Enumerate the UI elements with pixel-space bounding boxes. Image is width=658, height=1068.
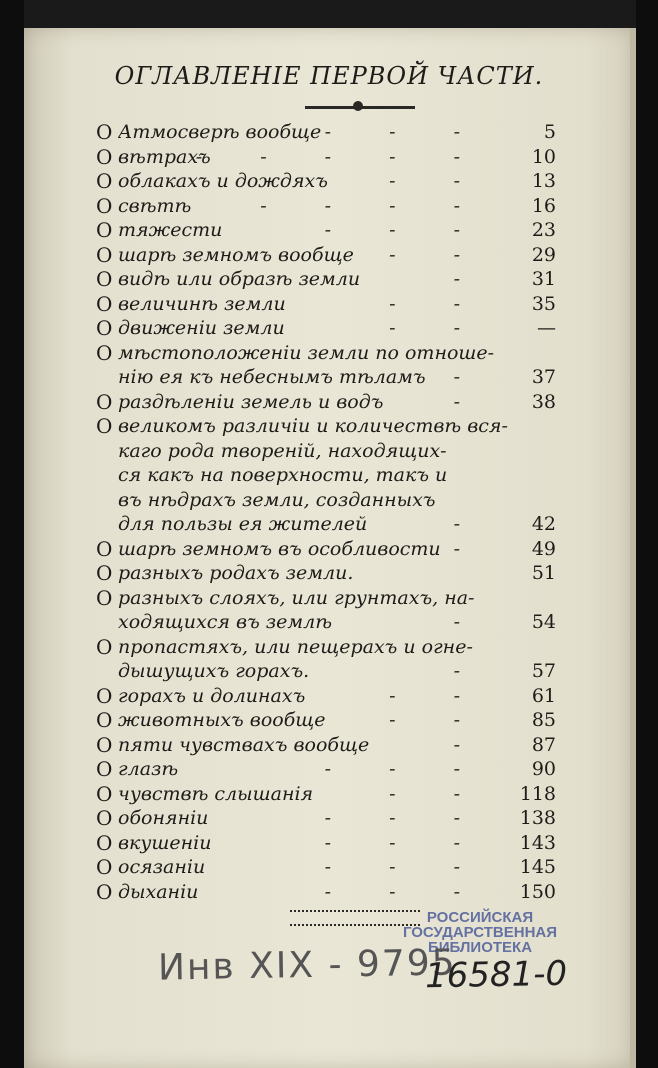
toc-entry-leader: - - [389, 684, 486, 707]
toc-entry-lead [96, 610, 118, 635]
toc-entry-title: вѣтрахъ [118, 145, 211, 168]
toc-entry-lead: О [96, 561, 113, 585]
toc-entry-lead: О [96, 634, 113, 659]
toc-entry-leader: - - - [324, 856, 486, 878]
toc-entry-leader: - - [389, 782, 486, 805]
toc-entry-title: движенiи земли [118, 317, 285, 339]
toc-entry [96, 610, 556, 635]
toc-entry [96, 169, 556, 194]
toc-entry-lead: О [96, 708, 113, 732]
toc-entry-page: 16 [531, 194, 556, 217]
toc-entry-lead: О [96, 316, 113, 340]
toc-entry-title: пяти чувствахъ вообще [118, 733, 370, 756]
toc-entry-page: 57 [531, 660, 556, 682]
toc-entry-title: ся какъ на поверхности, такъ и [118, 464, 448, 486]
toc-entry [96, 512, 556, 537]
toc-entry-leader: - - - [324, 121, 486, 143]
toc-entry-lead: О [96, 242, 113, 267]
toc-entry-leader: - - - [324, 831, 486, 854]
toc-entry [96, 659, 556, 684]
toc-entry-page: 145 [519, 856, 556, 878]
toc-entry [96, 757, 556, 782]
toc-entry [96, 292, 556, 317]
toc-entry-lead: О [96, 169, 113, 193]
toc-entry-leader: - - - [324, 880, 486, 903]
toc-entry-leader: - - [389, 170, 486, 192]
toc-entry [96, 218, 556, 243]
toc-entry-title: горахъ и долинахъ [118, 684, 306, 707]
toc-entry-title: осязанiи [118, 856, 206, 878]
table-of-contents [96, 120, 556, 904]
toc-entry-lead [96, 659, 118, 684]
toc-entry-lead [96, 488, 118, 513]
toc-entry-page: 31 [531, 268, 556, 290]
toc-entry-lead: О [96, 120, 113, 144]
toc-entry [96, 120, 556, 145]
toc-entry-leader: - [453, 537, 486, 560]
toc-entry-leader: - - - [324, 219, 486, 241]
toc-entry-leader: - - - - [260, 194, 486, 217]
left-binding-edge [0, 0, 24, 1068]
toc-entry-lead: О [96, 855, 113, 879]
toc-entry-leader: - - [389, 317, 486, 339]
toc-entry-title: облакахъ и дождяхъ [118, 170, 328, 192]
toc-entry-lead: О [96, 585, 113, 610]
inventory-mark: Инв XIX - 9795 [157, 942, 457, 989]
toc-entry [96, 561, 556, 586]
toc-entry-lead: О [96, 291, 113, 316]
toc-entry [96, 586, 556, 611]
toc-entry-title: разныхъ слояхъ, или грунтахъ, на- [118, 586, 475, 609]
toc-entry-title: ходящихся въ землѣ [118, 611, 332, 633]
toc-entry-leader: - - [389, 292, 486, 315]
toc-entry-leader: - [453, 611, 486, 633]
toc-entry-page: 61 [531, 684, 556, 707]
toc-entry-page: 51 [531, 562, 556, 584]
toc-entry [96, 806, 556, 831]
toc-entry-page: 5 [543, 121, 556, 143]
toc-entry-leader: - - - [324, 807, 486, 829]
toc-entry-title: свѣтѣ [118, 194, 192, 217]
toc-entry-leader: - [453, 733, 486, 756]
toc-entry-title: Атмосверѣ вообще [118, 121, 322, 143]
toc-entry-title: шарѣ земномъ вообще [118, 243, 354, 266]
toc-entry-leader: - - - - - [195, 145, 486, 168]
toc-entry-lead: О [96, 757, 113, 781]
toc-entry [96, 733, 556, 758]
right-binding-edge [636, 0, 658, 1068]
toc-entry-title: обонянiи [118, 807, 209, 829]
toc-entry-title: мѣстоположенiи земли по отноше- [118, 341, 495, 364]
toc-entry-page: 90 [531, 758, 556, 780]
toc-entry-lead: О [96, 879, 113, 904]
toc-entry-title: раздѣленiи земель и водъ [118, 390, 384, 413]
stamp-line-1: РОССИЙСКАЯ [426, 909, 534, 926]
stamp-line-3: БИБЛИОТЕКА [427, 939, 533, 956]
toc-entry-page: 49 [531, 537, 556, 560]
toc-entry-title: нiю ея къ небеснымъ тѣламъ [118, 366, 426, 388]
toc-entry-title: тяжести [118, 219, 223, 241]
toc-entry-page: 38 [531, 390, 556, 413]
toc-entry [96, 439, 556, 464]
toc-entry-title: чувствѣ слышанiя [118, 782, 314, 805]
toc-entry-lead: О [96, 781, 113, 806]
toc-entry-lead: О [96, 732, 113, 757]
toc-entry [96, 390, 556, 415]
toc-entry-title: вкушенiи [118, 831, 212, 854]
toc-entry-page: 10 [531, 145, 556, 168]
toc-entry [96, 684, 556, 709]
heading-rule-ornament [353, 101, 363, 111]
toc-entry [96, 880, 556, 905]
toc-entry-title: животныхъ вообще [118, 709, 326, 731]
toc-entry-page: 54 [531, 611, 556, 633]
toc-entry-page: 29 [531, 243, 556, 266]
toc-entry-title: въ нѣдрахъ земли, созданныхъ [118, 488, 436, 511]
toc-entry-leader: - [453, 660, 486, 682]
toc-entry-page: — [537, 317, 556, 339]
toc-entry-title: пропастяхъ, или пещерахъ и огне- [118, 635, 473, 658]
toc-entry [96, 365, 556, 390]
toc-entry-lead: О [96, 340, 113, 365]
toc-entry-title: великомъ различiи и количествѣ вся- [118, 415, 508, 437]
toc-entry [96, 194, 556, 219]
toc-entry-page: 143 [519, 831, 556, 854]
toc-entry [96, 488, 556, 513]
toc-entry-leader: - [453, 390, 486, 413]
toc-entry-lead: О [96, 414, 113, 438]
toc-entry-title: шарѣ земномъ въ особливости [118, 537, 441, 560]
toc-entry-lead: О [96, 193, 113, 218]
inventory-number: 16581-0 [424, 953, 568, 997]
toc-entry-page: 85 [531, 709, 556, 731]
toc-entry-page: 13 [531, 170, 556, 192]
toc-entry [96, 855, 556, 880]
toc-entry [96, 782, 556, 807]
toc-entry-page: 118 [519, 782, 556, 805]
toc-entry [96, 341, 556, 366]
toc-entry-leader: - - - [324, 758, 486, 780]
toc-entry-title: для пользы ея жителей [118, 513, 368, 535]
toc-entry-title: дыханiи [118, 880, 199, 903]
toc-entry-title: каго рода творенiй, находящих- [118, 439, 447, 462]
toc-entry-page: 37 [531, 366, 556, 388]
toc-entry-lead: О [96, 830, 113, 855]
toc-entry-leader: - [453, 268, 486, 290]
toc-entry-lead [96, 365, 118, 390]
toc-entry-page: 138 [519, 807, 556, 829]
toc-entry-lead: О [96, 218, 113, 242]
toc-entry-lead [96, 463, 118, 488]
toc-entry-lead: О [96, 683, 113, 708]
toc-entry [96, 708, 556, 733]
toc-entry-leader: - [453, 366, 486, 388]
toc-entry-page: 23 [531, 219, 556, 241]
toc-entry [96, 414, 556, 439]
toc-entry [96, 316, 556, 341]
toc-heading: ОГЛАВЛЕНIЕ ПЕРВОЙ ЧАСТИ. [114, 62, 544, 90]
toc-entry-page: 35 [531, 292, 556, 315]
toc-entry-page: 42 [531, 513, 556, 535]
toc-entry [96, 267, 556, 292]
toc-entry-lead: О [96, 389, 113, 414]
toc-entry [96, 145, 556, 170]
toc-entry-title: дышущихъ горахъ. [118, 660, 310, 682]
toc-entry-title: глазѣ [118, 758, 179, 780]
toc-entry [96, 463, 556, 488]
stamp-line-2: ГОСУДАРСТВЕННАЯ [402, 924, 558, 941]
toc-entry [96, 635, 556, 660]
toc-entry-title: видѣ или образѣ земли [118, 268, 361, 290]
toc-entry-leader: - - [389, 243, 486, 266]
toc-entry-page: 150 [519, 880, 556, 903]
toc-entry-lead: О [96, 144, 113, 169]
toc-entry-leader: - [453, 513, 486, 535]
toc-entry-lead: О [96, 536, 113, 561]
toc-entry-page: 87 [531, 733, 556, 756]
toc-entry-leader: - - [389, 709, 486, 731]
toc-entry [96, 831, 556, 856]
toc-entry-lead [96, 439, 118, 464]
toc-entry-lead [96, 512, 118, 537]
toc-entry [96, 537, 556, 562]
toc-entry-lead: О [96, 806, 113, 830]
toc-entry-title: разныхъ родахъ земли. [118, 562, 354, 584]
toc-entry [96, 243, 556, 268]
toc-entry-lead: О [96, 267, 113, 291]
toc-entry-title: величинѣ земли [118, 292, 286, 315]
